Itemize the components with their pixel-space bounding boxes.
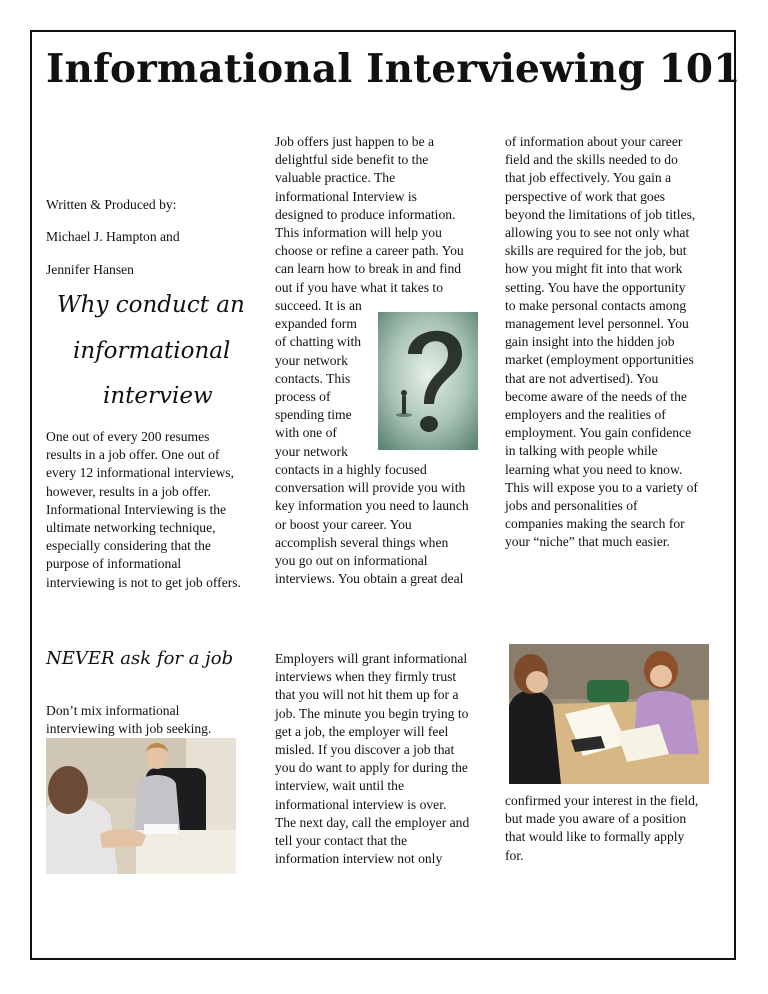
why-heading-line-3: interview (103, 383, 213, 409)
text-line: conversation will provide you with (275, 480, 466, 496)
why-heading-line-1: Why conduct an (57, 292, 245, 318)
text-line: allowing you to see not only what (505, 225, 690, 241)
text-line: field and the skills needed to do (505, 152, 678, 168)
text-line: interviewing with job seeking. (46, 721, 212, 737)
text-line: how you might fit into that work (505, 261, 683, 277)
text-line: interviews when they firmly trust (275, 669, 457, 685)
text-line: that are not advertised). You (505, 370, 659, 386)
text-line: can learn how to break in and find (275, 261, 462, 277)
text-line: in talking with people while (505, 443, 658, 459)
text-line: succeed. It is an (275, 298, 362, 313)
text-line: become aware of the needs of the (505, 388, 687, 404)
text-line: interview, wait until the (275, 778, 404, 794)
text-line: jobs and personalities of (505, 498, 638, 514)
text-line: for. (505, 847, 524, 863)
text-line: perspective of work that goes (505, 188, 666, 204)
text-line: with one of (275, 425, 337, 441)
intro-paragraph (46, 428, 241, 592)
text-line: expanded form (275, 316, 357, 332)
middle-column-bottom (275, 461, 469, 588)
text-line: you do want to apply for during the (275, 760, 468, 776)
text-line: ultimate networking technique, (46, 520, 216, 536)
text-line: delightful side benefit to the (275, 152, 429, 168)
text-line: your “niche” that much easier. (505, 534, 670, 550)
text-line: confirmed your interest in the field, (505, 793, 699, 808)
question-mark-image (378, 312, 478, 450)
text-line: accomplish several things when (275, 534, 449, 550)
text-line: contacts in a highly focused (275, 462, 427, 477)
middle-column-lower (275, 650, 469, 868)
text-line: however, results in a job offer. (46, 483, 211, 499)
text-line: spending time (275, 407, 352, 423)
text-line: job. The minute you begin trying to (275, 705, 469, 721)
text-line: that job effectively. You gain a (505, 170, 672, 186)
credits-author-1: Michael J. Hampton and (46, 229, 180, 244)
text-line: learning what you need to know. (505, 461, 683, 477)
text-line: especially considering that the (46, 538, 211, 554)
credits-author-2: Jennifer Hansen (46, 262, 134, 277)
text-line: misled. If you discover a job that (275, 742, 455, 758)
text-line: of information about your career (505, 134, 683, 149)
text-line: information interview not only (275, 851, 443, 867)
text-line: informational Interview is (275, 188, 417, 204)
text-line: of chatting with (275, 334, 362, 350)
text-line: This information will help you (275, 225, 442, 241)
right-column-lower (505, 792, 698, 865)
text-line: setting. You have the opportunity (505, 279, 686, 295)
text-line: your network (275, 443, 348, 459)
text-line: gain insight into the hidden job (505, 334, 675, 350)
text-line: This will expose you to a variety of (505, 479, 698, 495)
page-title: Informational Interviewing 101 (46, 46, 741, 92)
never-heading: NEVER ask for a job (46, 648, 234, 669)
credits-label: Written & Produced by: (46, 197, 177, 212)
text-line: or boost your career. You (275, 516, 412, 532)
text-line: The next day, call the employer and (275, 814, 470, 830)
text-line: Job offers just happen to be a (275, 134, 435, 149)
text-line: contacts. This (275, 370, 351, 386)
text-line: that would like to formally apply (505, 829, 685, 845)
text-line: results in a job offer. One out of (46, 447, 220, 463)
text-line: tell your contact that the (275, 833, 408, 849)
text-line: One out of every 200 resumes (46, 429, 210, 444)
interview-photo-right (509, 644, 709, 784)
text-line: interviewing is not to get job offers. (46, 574, 241, 590)
text-line: Don’t mix informational (46, 703, 180, 718)
text-line: get a job, the employer will feel (275, 723, 449, 739)
text-line: employers and the realities of (505, 407, 666, 423)
text-line: to make personal contacts among (505, 297, 687, 313)
text-line: valuable practice. The (275, 170, 396, 186)
text-line: purpose of informational (46, 556, 182, 572)
interview-photo-left (46, 738, 236, 874)
never-paragraph (46, 702, 211, 738)
text-line: key information you need to launch (275, 498, 469, 514)
text-line: that you will not hit them up for a (275, 687, 459, 703)
text-line: informational interview is over. (275, 796, 447, 812)
text-line: but made you aware of a position (505, 811, 687, 827)
text-line: Employers will grant informational (275, 651, 468, 666)
middle-column-wrap (275, 297, 362, 461)
text-line: choose or refine a career path. You (275, 243, 464, 259)
text-line: process of (275, 389, 331, 405)
text-line: skills are required for the job, but (505, 243, 687, 259)
right-column-top (505, 133, 698, 552)
text-line: market (employment opportunities (505, 352, 694, 368)
text-line: employment. You gain confidence (505, 425, 692, 441)
text-line: Informational Interviewing is the (46, 501, 227, 517)
text-line: designed to produce information. (275, 206, 456, 222)
text-line: companies making the search for (505, 516, 685, 532)
text-line: interviews. You obtain a great deal (275, 571, 464, 587)
text-line: you go out on informational (275, 553, 428, 569)
text-line: out if you have what it takes to (275, 279, 443, 295)
why-heading-line-2: informational (73, 338, 231, 364)
text-line: management level personnel. You (505, 316, 689, 332)
middle-column-top (275, 133, 464, 297)
text-line: every 12 informational interviews, (46, 465, 234, 481)
text-line: your network (275, 352, 348, 368)
text-line: beyond the limitations of job titles, (505, 206, 696, 222)
